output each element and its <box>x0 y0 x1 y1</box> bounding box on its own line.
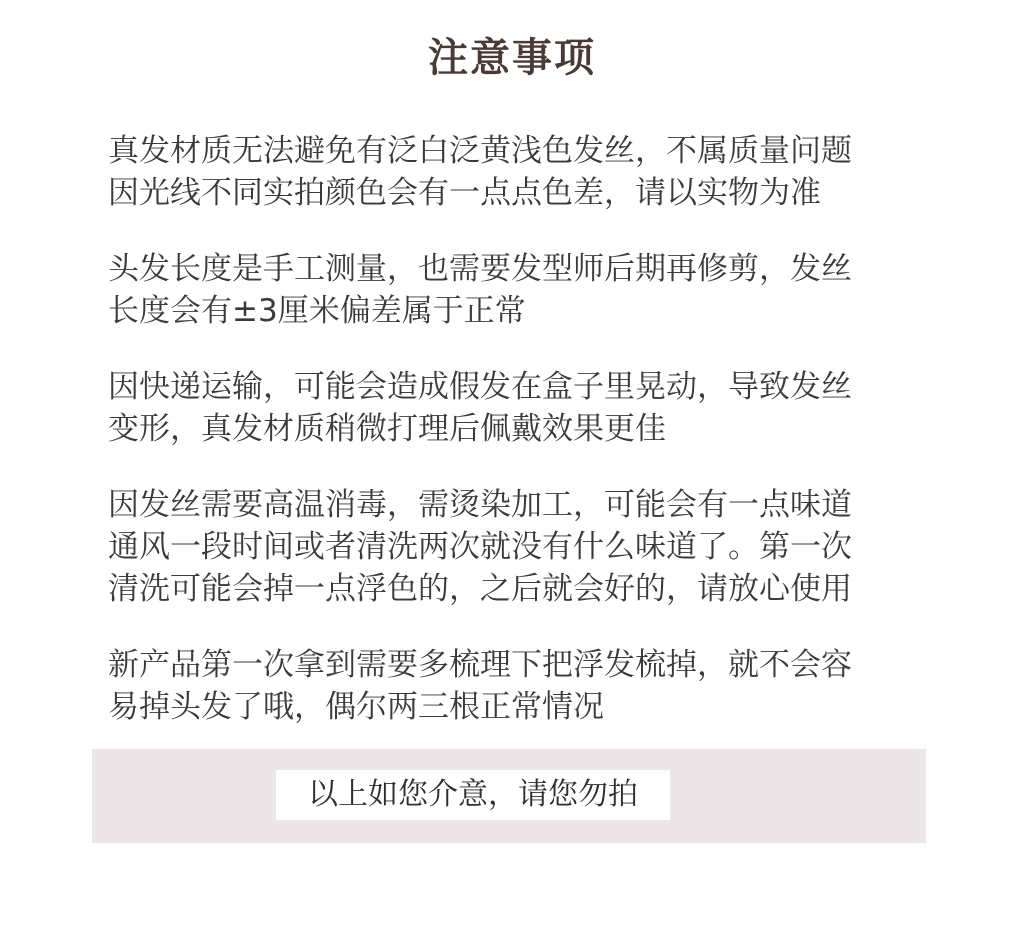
note-line: 长度会有±3厘米偏差属于正常 <box>108 293 526 329</box>
note-line: 新产品第一次拿到需要多梳理下把浮发梳掉，就不会容 <box>108 647 852 683</box>
notes-list <box>108 130 938 762</box>
note-line: 因发丝需要高温消毒，需烫染加工，可能会有一点味道 <box>108 487 852 523</box>
note-line: 头发长度是手工测量，也需要发型师后期再修剪，发丝 <box>108 251 852 287</box>
note-line: 真发材质无法避免有泛白泛黄浅色发丝，不属质量问题 <box>108 133 852 169</box>
note-paragraph <box>108 248 938 332</box>
footer-notice-box <box>276 770 670 820</box>
note-paragraph <box>108 484 938 610</box>
note-line: 变形，真发材质稍微打理后佩戴效果更佳 <box>108 411 666 447</box>
note-line: 通风一段时间或者清洗两次就没有什么味道了。第一次 <box>108 529 852 565</box>
note-line: 因光线不同实拍颜色会有一点点色差，请以实物为准 <box>108 175 821 211</box>
note-paragraph <box>108 644 938 728</box>
note-line: 清洗可能会掉一点浮色的，之后就会好的，请放心使用 <box>108 571 852 607</box>
page-title: 注意事项 <box>428 35 596 81</box>
note-line: 因快递运输，可能会造成假发在盒子里晃动，导致发丝 <box>108 369 852 405</box>
footer-notice-text: 以上如您介意，请您勿拍 <box>308 777 638 812</box>
note-line: 易掉头发了哦，偶尔两三根正常情况 <box>108 689 604 725</box>
note-paragraph <box>108 130 938 214</box>
note-paragraph <box>108 366 938 450</box>
